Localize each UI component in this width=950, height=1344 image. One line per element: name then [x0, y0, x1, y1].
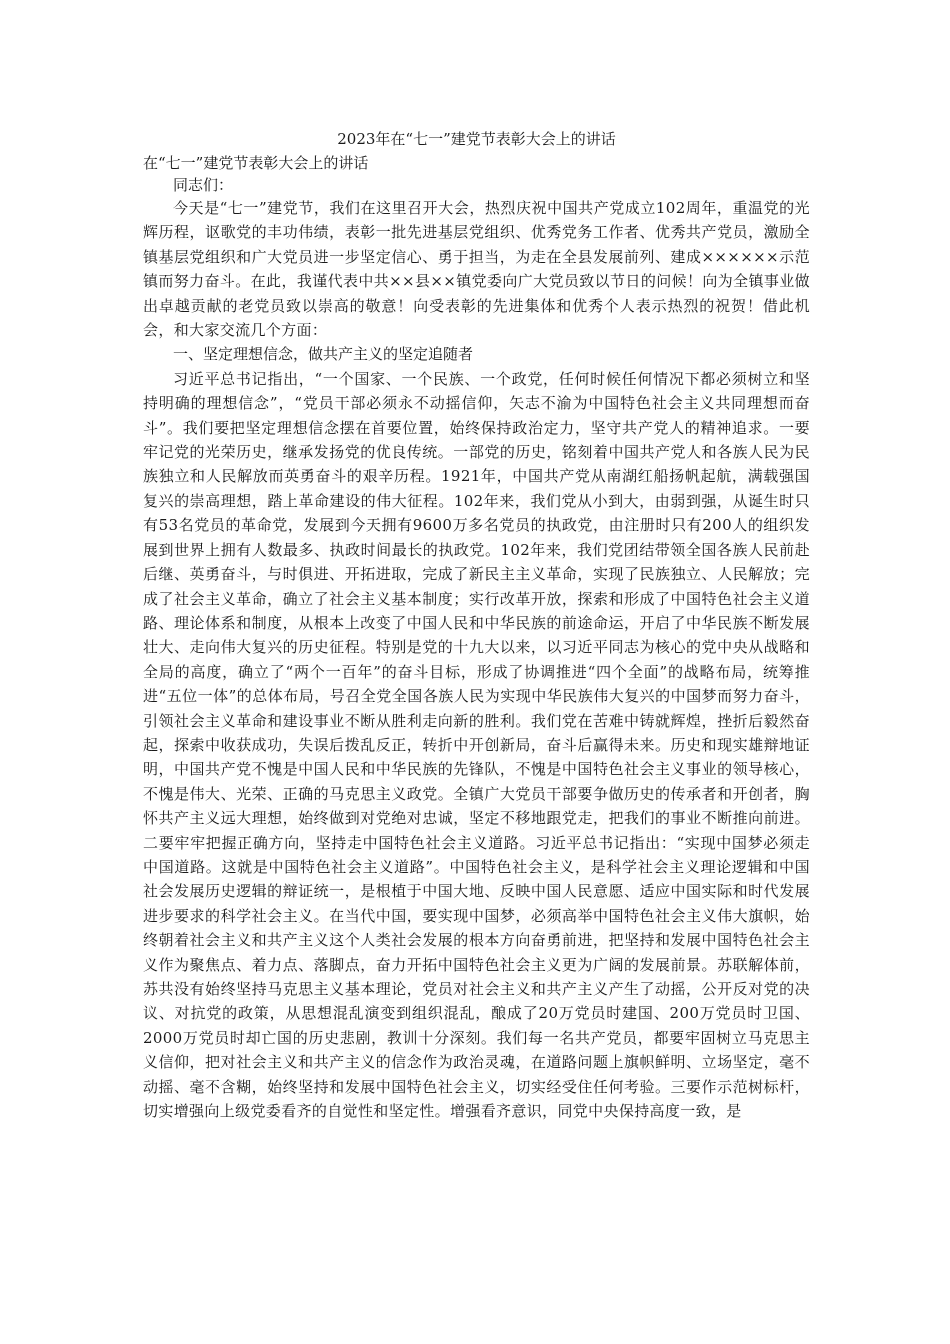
paragraph-section-1: 习近平总书记指出，“一个国家、一个民族、一个政党，任何时候任何情况下都必须树立和坚持明确的理想信念”，“党员干部必须永不动摇信仰，矢志不渝为中国特色社会主义共同理想而奋斗”。我们要把坚定理想信念摆在首要位置，始终保持政治定力，坚守共产党人的精神追求。一要牢记党的光荣历史，继承发扬党的优良传统。一部党的历史，铭刻着中国共产党人和各族人民为民族独立和人民解放而英勇奋斗的艰辛历程。1921年，中国共产党从南湖红船扬帆起航，满载强国复兴的崇高理想，踏上革命建设的伟大征程。102年来，我们党从小到大，由弱到强，从诞生时只有53名党员的革命党，发展到今天拥有9600万多名党员的执政党，由注册时只有200人的组织发展到世界上拥有人数最多、执政时间最长的执政党。102年来，我们党团结带领全国各族人民前赴后继、英勇奋斗，与时俱进、开拓进取，完成了新民主主义革命，实现了民族独立、人民解放；完成了社会主义革命，确立了社会主义基本制度；实行改革开放，探索和形成了中国特色社会主义道路、理论体系和制度，从根本上改变了中国人民和中华民族的前途命运，开启了中华民族不断发展壮大、走向伟大复兴的历史征程。特别是党的十九大以来，以习近平同志为核心的党中央从战略和全局的高度，确立了“两个一百年”的奋斗目标，形成了协调推进“四个全面”的战略布局，统筹推进“五位一体”的总体布局，号召全党全国各族人民为实现中华民族伟大复兴的中国梦而努力奋斗，引领社会主义革命和建设事业不断从胜利走向新的胜利。我们党在苦难中铸就辉煌，挫折后毅然奋起，探索中收获成功，失误后拨乱反正，转折中开创新局，奋斗后赢得未来。历史和现实雄辩地证明，中国共产党不愧是中国人民和中华民族的先锋队，不愧是中国特色社会主义事业的领导核心，不愧是伟大、光荣、正确的马克思主义政党。全镇广大党员干部要争做历史的传承者和开创者，胸怀共产主义远大理想，始终做到对党绝对忠诚，坚定不移地跟党走，把我们的事业不断推向前进。二要牢牢把握正确方向，坚持走中国特色社会主义道路。习近平总书记指出：“实现中国梦必须走中国道路。这就是中国特色社会主义道路”。中国特色社会主义，是科学社会主义理论逻辑和中国社会发展历史逻辑的辩证统一，是根植于中国大地、反映中国人民意愿、适应中国实际和时代发展进步要求的科学社会主义。在当代中国，要实现中国梦，必须高举中国特色社会主义伟大旗帜，始终朝着社会主义和共产主义这个人类社会发展的根本方向奋勇前进，把坚持和发展中国特色社会主义作为聚焦点、着力点、落脚点，奋力开拓中国特色社会主义更为广阔的发展前景。苏联解体前，苏共没有始终坚持马克思主义基本理论，党员对社会主义和共产主义产生了动摇，公开反对党的决议、对抗党的政策，从思想混乱演变到组织混乱，酿成了20万党员时建国、200万党员时卫国、2000万党员时却亡国的历史悲剧，教训十分深刻。我们每一名共产党员，都要牢固树立马克思主义信仰，把对社会主义和共产主义的信念作为政治灵魂，在道路问题上旗帜鲜明、立场坚定，毫不动摇、毫不含糊，始终坚持和发展中国特色社会主义，切实经受住任何考验。三要作示范树标杆，切实增强向上级党委看齐的自觉性和坚定性。增强看齐意识，同党中央保持高度一致，是	[143, 369, 810, 1121]
document-subtitle: 在“七一”建党节表彰大会上的讲话	[143, 154, 369, 172]
document-title: 2023年在“七一”建党节表彰大会上的讲话	[337, 130, 616, 148]
paragraph-intro: 今天是“七一”建党节，我们在这里召开大会，热烈庆祝中国共产党成立102周年，重温党的光辉历程，讴歌党的丰功伟绩，表彰一批先进基层党组织、优秀党务工作者、优秀共产党员，激励全镇基层党组织和广大党员进一步坚定信心、勇于担当，为走在全县发展前列、建成××××××示范镇而努力奋斗。在此，我谨代表中共××县××镇党委向广大党员致以节日的问候！向为全镇事业做出卓越贡献的老党员致以崇高的敬意！向受表彰的先进集体和优秀个人表示热烈的祝贺！借此机会，和大家交流几个方面：	[143, 199, 810, 340]
salutation: 同志们：	[173, 176, 234, 194]
section-heading-1: 一、坚定理想信念，做共产主义的坚定追随者	[173, 345, 474, 364]
document-page	[143, 128, 810, 1123]
